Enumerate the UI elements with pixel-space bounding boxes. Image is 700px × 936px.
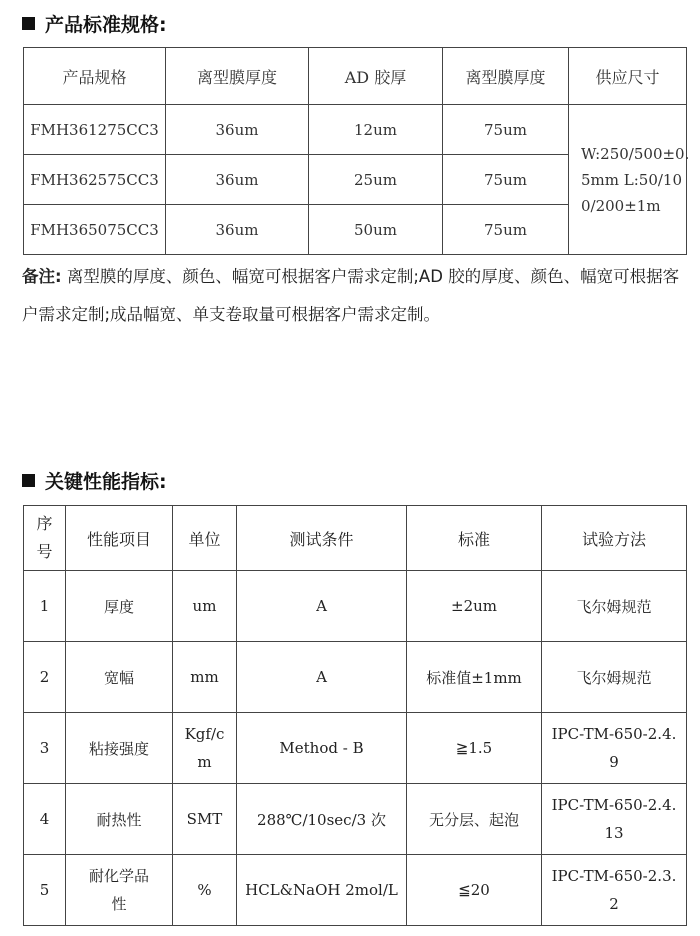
perf-cell: um (173, 571, 237, 642)
spec-section-title: 产品标准规格: (22, 10, 167, 37)
perf-cell: 耐化学品性 (66, 855, 173, 926)
perf-cell: IPC-TM-650-2.4.13 (542, 784, 687, 855)
spec-header-cell: 离型膜厚度 (443, 48, 569, 105)
perf-cell: IPC-TM-650-2.4.9 (542, 713, 687, 784)
note-text: 离型膜的厚度、颜色、幅宽可根据客户需求定制;AD 胶的厚度、颜色、幅宽可根据客户需求定制;成品幅宽、单支卷取量可根据客户需求定制。 (22, 267, 680, 324)
perf-cell: ≧1.5 (407, 713, 542, 784)
spec-cell: 25um (309, 155, 443, 205)
perf-header-cell: 标准 (407, 506, 542, 571)
spec-cell: 36um (166, 205, 309, 255)
spec-header-cell: 离型膜厚度 (166, 48, 309, 105)
table-row (24, 571, 687, 642)
perf-cell: 厚度 (66, 571, 173, 642)
perf-cell: Method - B (237, 713, 407, 784)
spec-header-cell: 产品规格 (24, 48, 166, 105)
perf-header-cell: 试验方法 (542, 506, 687, 571)
perf-cell: 飞尔姆规范 (542, 642, 687, 713)
note-label: 备注: (22, 267, 62, 286)
spec-cell: 36um (166, 105, 309, 155)
perf-cell: 标准值±1mm (407, 642, 542, 713)
supply-size-cell (569, 105, 690, 255)
spec-cell: 36um (166, 155, 309, 205)
square-bullet-icon (22, 17, 35, 30)
perf-header-cell: 单位 (173, 506, 237, 571)
spec-cell: 75um (443, 155, 569, 205)
perf-cell: HCL&NaOH 2mol/L (237, 855, 407, 926)
spec-header-cell: AD 胶厚 (309, 48, 443, 105)
perf-cell: IPC-TM-650-2.3.2 (542, 855, 687, 926)
perf-section-title: 关键性能指标: (22, 467, 167, 494)
perf-cell: ±2um (407, 571, 542, 642)
spec-model-cell: FMH361275CC3 (24, 105, 166, 155)
spec-cell: 75um (443, 105, 569, 155)
perf-cell: 4 (24, 784, 66, 855)
perf-cell: Kgf/cm (173, 713, 237, 784)
spec-cell: 12um (309, 105, 443, 155)
spec-cell: 75um (443, 205, 569, 255)
perf-table (23, 505, 687, 926)
perf-cell: 1 (24, 571, 66, 642)
perf-cell: 2 (24, 642, 66, 713)
table-row (24, 713, 687, 784)
perf-cell: 5 (24, 855, 66, 926)
perf-cell: 宽幅 (66, 642, 173, 713)
perf-cell: A (237, 571, 407, 642)
perf-header-cell: 性能项目 (66, 506, 173, 571)
perf-cell: 耐热性 (66, 784, 173, 855)
table-row (24, 855, 687, 926)
spec-model-cell: FMH365075CC3 (24, 205, 166, 255)
perf-header-cell: 序号 (24, 506, 66, 571)
supply-size-text: W:250/500±0.5mm L:50/100/200±1m (581, 144, 690, 215)
note-paragraph (22, 258, 684, 334)
square-bullet-icon (22, 474, 35, 487)
spec-header-cell: 供应尺寸 (569, 48, 687, 105)
perf-header-row (24, 506, 687, 571)
perf-cell: ≦20 (407, 855, 542, 926)
perf-header-cell: 测试条件 (237, 506, 407, 571)
perf-cell: SMT (173, 784, 237, 855)
perf-cell: A (237, 642, 407, 713)
spec-table (23, 47, 690, 255)
perf-cell: 3 (24, 713, 66, 784)
table-row (24, 642, 687, 713)
spec-header-row (24, 48, 687, 105)
perf-cell: 288℃/10sec/3 次 (237, 784, 407, 855)
perf-cell: 粘接强度 (66, 713, 173, 784)
spec-cell: 50um (309, 205, 443, 255)
table-row (24, 105, 687, 155)
perf-cell: mm (173, 642, 237, 713)
spec-model-cell: FMH362575CC3 (24, 155, 166, 205)
perf-cell: 无分层、起泡 (407, 784, 542, 855)
table-row (24, 784, 687, 855)
perf-cell: % (173, 855, 237, 926)
perf-cell: 飞尔姆规范 (542, 571, 687, 642)
